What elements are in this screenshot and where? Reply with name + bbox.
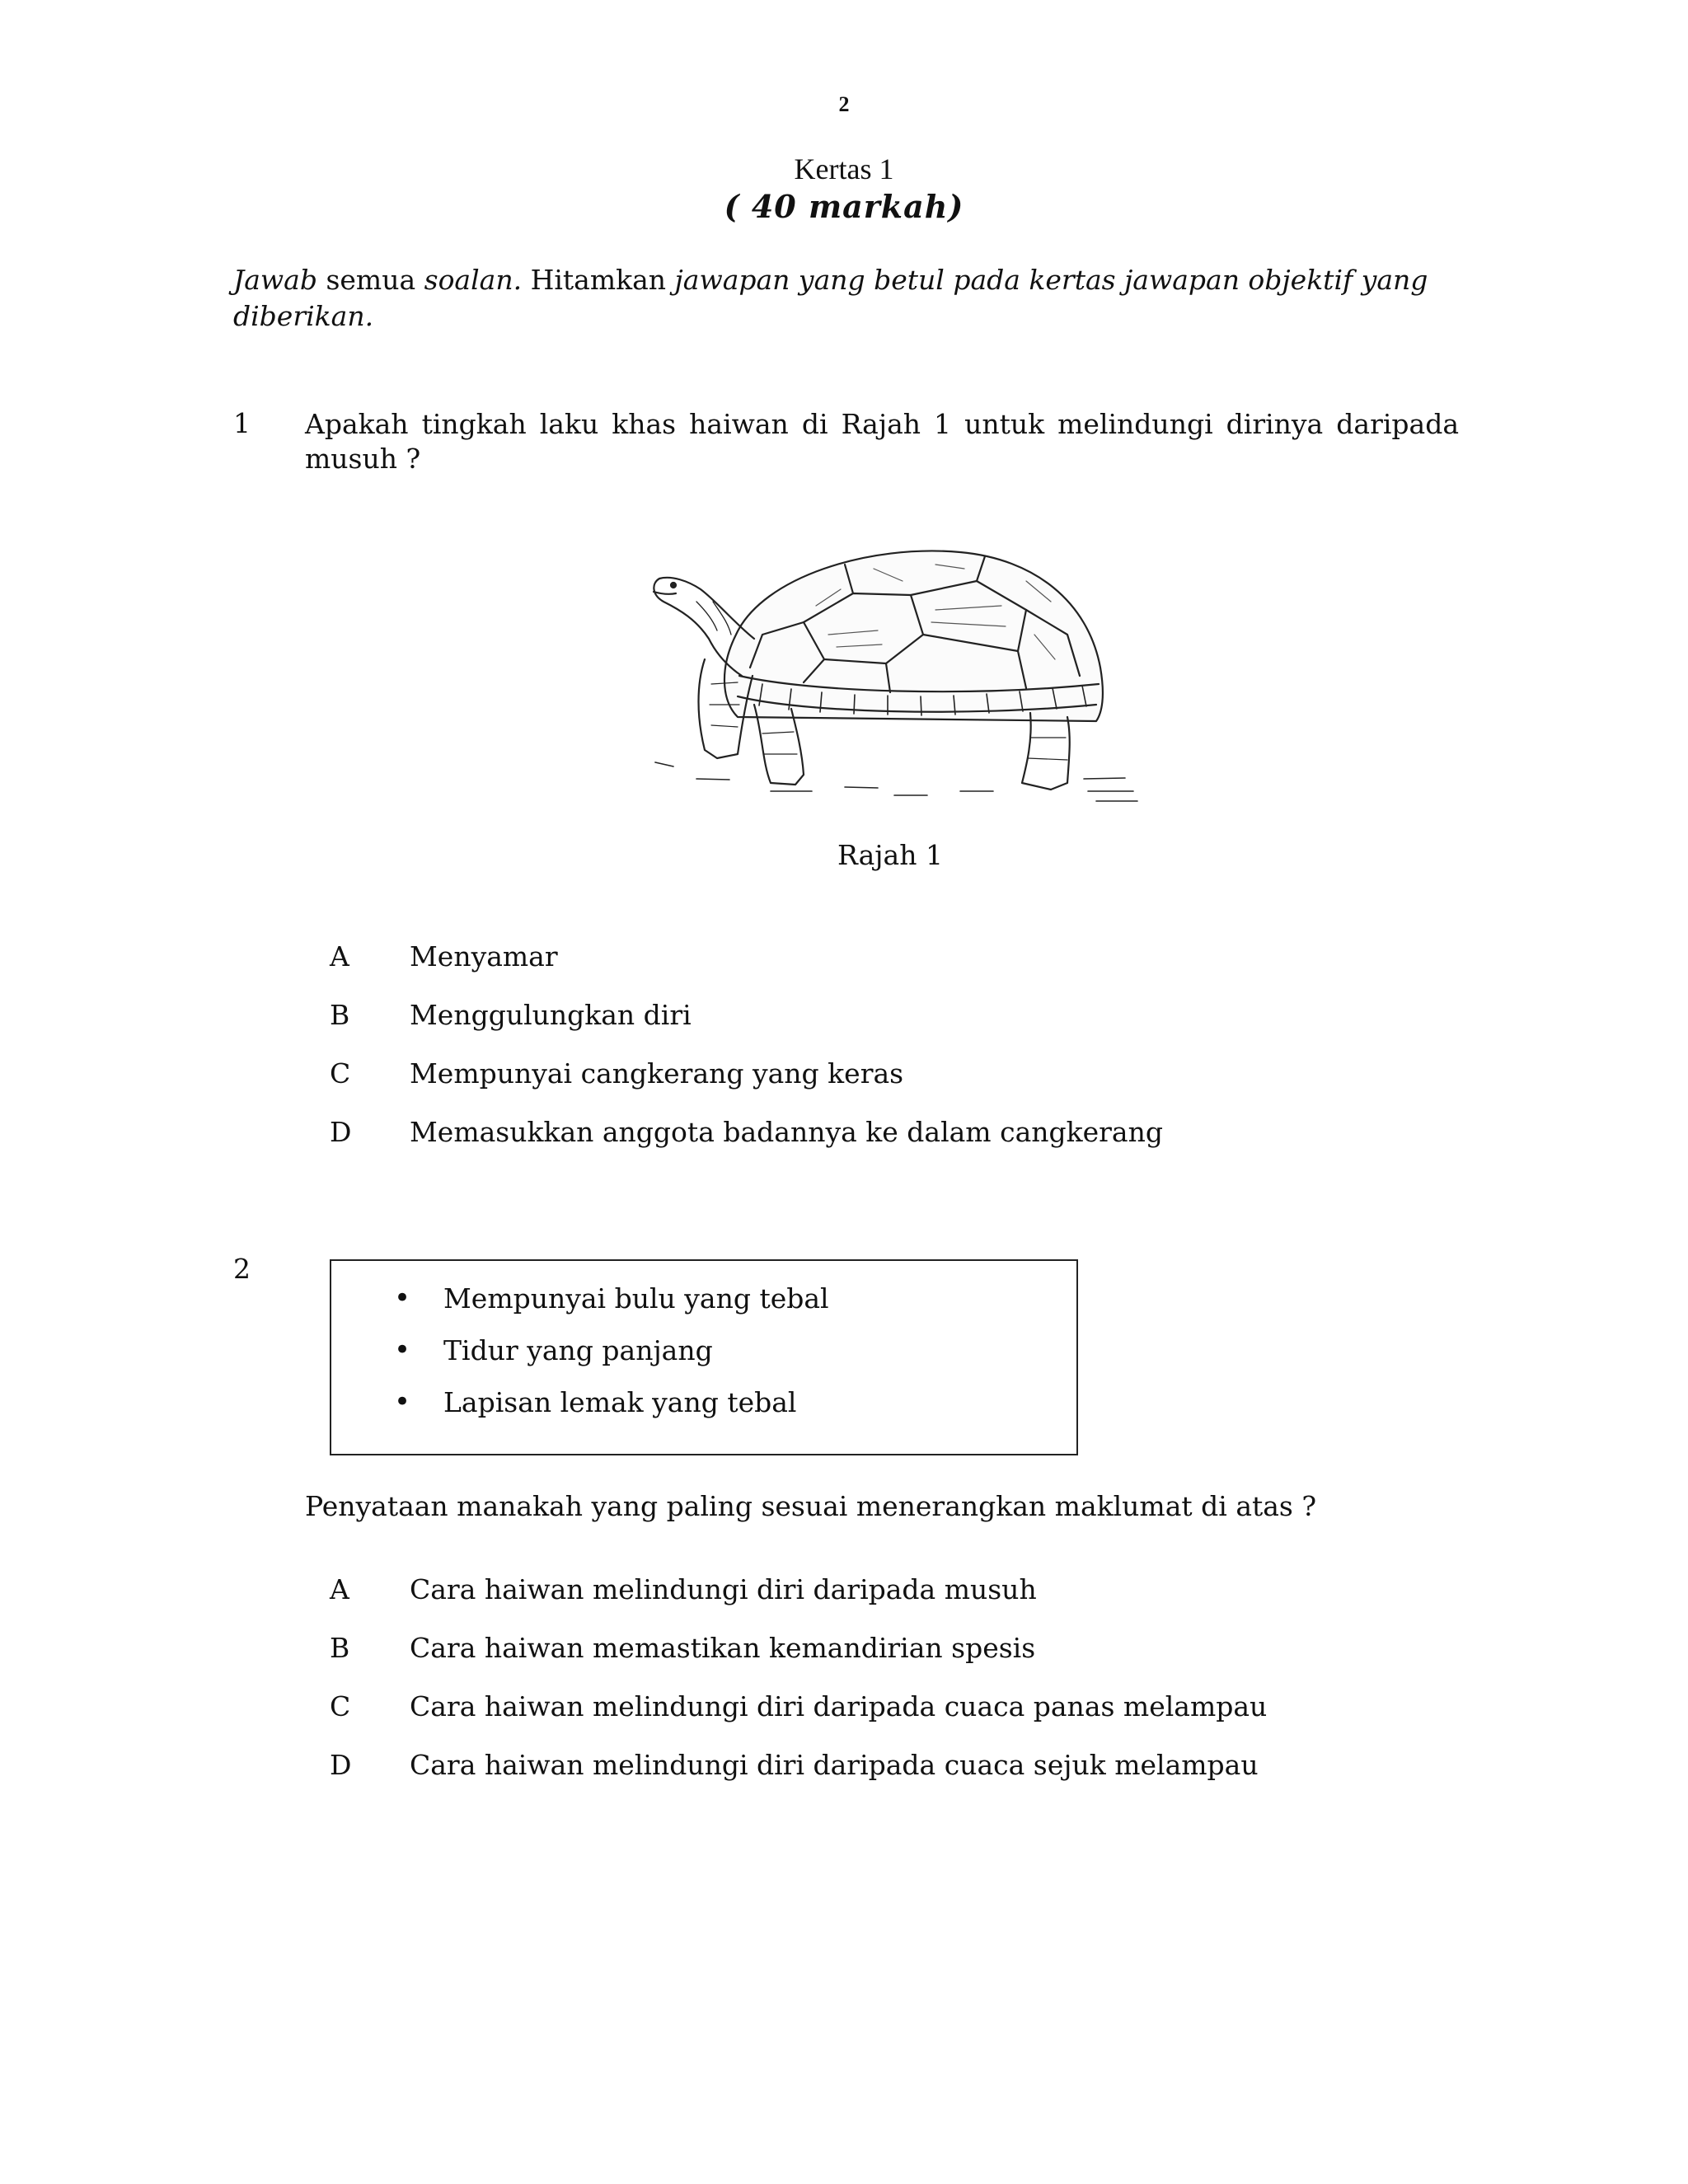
option-letter: D bbox=[330, 1749, 352, 1781]
figure-1-caption: Rajah 1 bbox=[837, 839, 943, 871]
info-list bbox=[394, 1272, 829, 1428]
instructions bbox=[233, 262, 1470, 335]
instructions-emphasis-all: semua bbox=[326, 264, 416, 296]
option-text: Cara haiwan memastikan kemandirian spesis bbox=[410, 1632, 1036, 1664]
question-1-option-a[interactable] bbox=[330, 940, 558, 972]
option-text: Menggulungkan diri bbox=[410, 999, 692, 1031]
option-letter: A bbox=[330, 940, 349, 972]
question-2-text: Penyataan manakah yang paling sesuai menerangkan maklumat di atas ? bbox=[305, 1490, 1317, 1522]
info-item: • Tidur yang panjang bbox=[394, 1324, 829, 1376]
question-1-option-b[interactable] bbox=[330, 999, 692, 1031]
instructions-text-3: jawapan yang betul pada kertas jawapan objektif yang diberikan. bbox=[233, 264, 1428, 332]
question-2-option-c[interactable] bbox=[330, 1690, 1267, 1722]
tortoise-illustration bbox=[639, 544, 1142, 808]
instructions-text-1: Jawab bbox=[233, 264, 326, 296]
option-letter: C bbox=[330, 1057, 351, 1090]
question-2-info-box bbox=[330, 1259, 1078, 1455]
paper-title: Kertas 1 bbox=[794, 152, 894, 185]
option-text: Cara haiwan melindungi diri daripada musuh bbox=[410, 1573, 1037, 1605]
page-number: 2 bbox=[838, 92, 850, 116]
option-text: Cara haiwan melindungi diri daripada cuaca sejuk melampau bbox=[410, 1749, 1259, 1781]
option-letter: B bbox=[330, 999, 350, 1031]
option-text: Memasukkan anggota badannya ke dalam cangkerang bbox=[410, 1116, 1163, 1148]
instructions-text-2: soalan. bbox=[415, 264, 531, 296]
question-1-number: 1 bbox=[233, 407, 251, 439]
option-letter: B bbox=[330, 1632, 350, 1664]
info-item: • Lapisan lemak yang tebal bbox=[394, 1376, 829, 1428]
question-2-number: 2 bbox=[233, 1253, 251, 1285]
option-text: Menyamar bbox=[410, 940, 558, 972]
paper-marks: ( 40 markah) bbox=[724, 188, 964, 225]
question-1-option-c[interactable] bbox=[330, 1057, 903, 1090]
option-text: Mempunyai cangkerang yang keras bbox=[410, 1057, 904, 1090]
question-2-option-b[interactable] bbox=[330, 1632, 1035, 1664]
option-text: Cara haiwan melindungi diri daripada cuaca panas melampau bbox=[410, 1690, 1268, 1722]
question-1-text: Apakah tingkah laku khas haiwan di Rajah 1 untuk melindungi dirinya daripada musuh ? bbox=[305, 408, 1459, 475]
question-2-option-d[interactable] bbox=[330, 1749, 1259, 1781]
info-item: • Mempunyai bulu yang tebal bbox=[394, 1272, 829, 1324]
instructions-emphasis-blacken: Hitamkan bbox=[530, 264, 667, 296]
option-letter: D bbox=[330, 1116, 352, 1148]
question-1-option-d[interactable] bbox=[330, 1116, 1163, 1148]
option-letter: A bbox=[330, 1573, 349, 1605]
option-letter: C bbox=[330, 1690, 351, 1722]
question-2-option-a[interactable] bbox=[330, 1573, 1037, 1605]
